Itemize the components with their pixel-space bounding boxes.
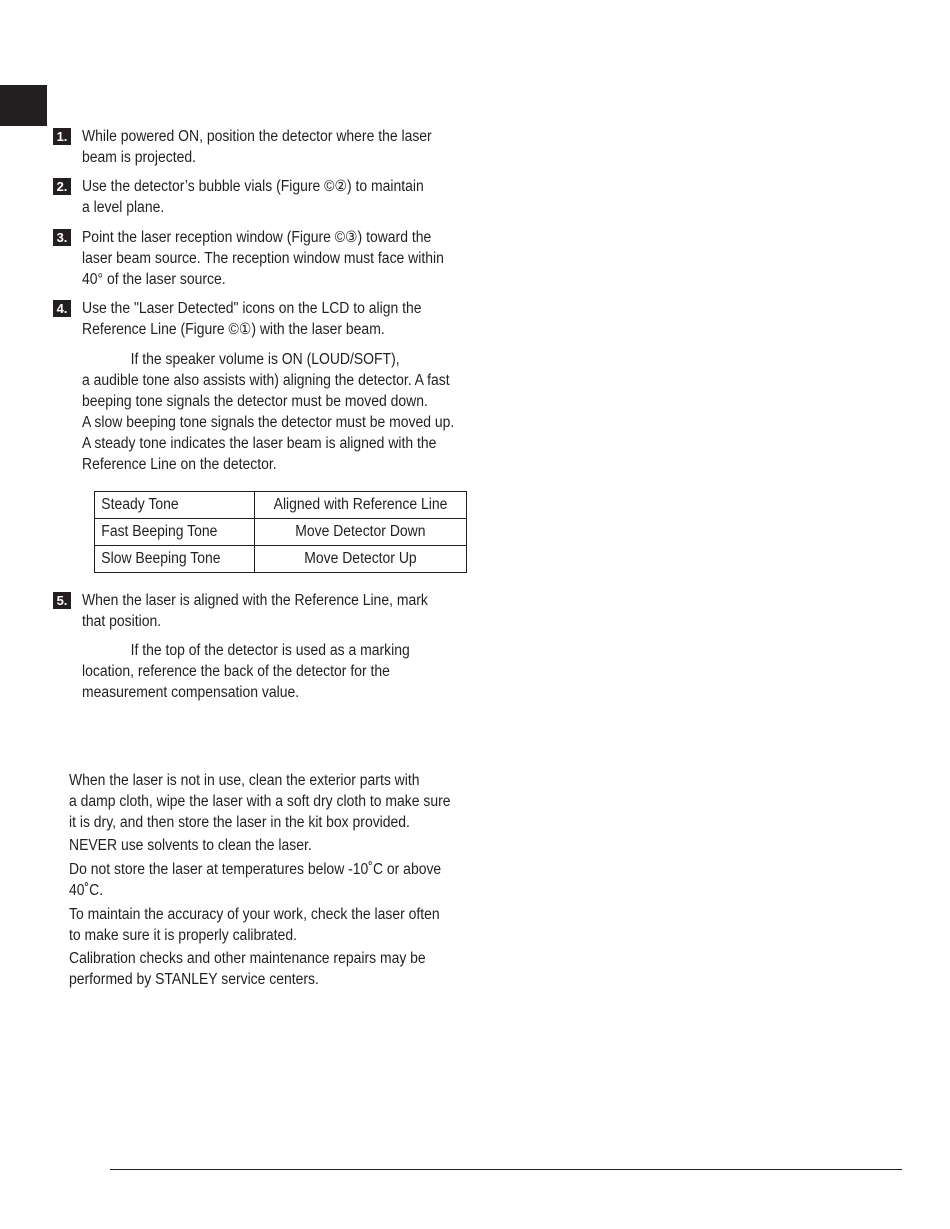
tone-label: Fast Beeping Tone bbox=[101, 523, 218, 540]
footer-divider bbox=[110, 1169, 902, 1170]
marking-note bbox=[82, 640, 410, 703]
care-paragraph-1 bbox=[69, 770, 450, 833]
care-p4-line-2: to make sure it is properly calibrated. bbox=[69, 927, 297, 944]
care-p1-line-3: it is dry, and then store the laser in the kit box provided. bbox=[69, 814, 410, 831]
step-4-text bbox=[82, 298, 421, 340]
meaning-label: Move Detector Down bbox=[295, 523, 426, 540]
tone-cell bbox=[95, 519, 255, 546]
meaning-label: Move Detector Up bbox=[304, 550, 417, 567]
marking-note-line-2: location, reference the back of the detector for the bbox=[82, 663, 390, 680]
table-row bbox=[95, 546, 467, 573]
tone-label: Steady Tone bbox=[101, 496, 179, 513]
table-row bbox=[95, 492, 467, 519]
step-5-line-1: When the laser is aligned with the Reference Line, mark bbox=[82, 592, 428, 609]
care-paragraph-5 bbox=[69, 948, 426, 990]
marking-note-line-1: If the top of the detector is used as a marking bbox=[130, 642, 410, 659]
step-number-1: 1. bbox=[53, 128, 71, 145]
speaker-note-line-3: beeping tone signals the detector must be moved down. bbox=[82, 393, 428, 410]
step-4-line-1: Use the "Laser Detected" icons on the LCD to align the bbox=[82, 300, 422, 317]
step-2-line-1: Use the detector’s bubble vials (Figure ©②) to maintain bbox=[82, 178, 424, 195]
step-1-text bbox=[82, 126, 432, 168]
tone-cell bbox=[95, 546, 255, 573]
step-4-line-2: Reference Line (Figure ©①) with the laser beam. bbox=[82, 321, 385, 338]
step-number-3: 3. bbox=[53, 229, 71, 246]
step-5-line-2: that position. bbox=[82, 613, 162, 630]
meaning-cell bbox=[255, 519, 467, 546]
care-p1-line-1: When the laser is not in use, clean the exterior parts with bbox=[69, 772, 420, 789]
meaning-cell bbox=[255, 546, 467, 573]
speaker-note-line-1: If the speaker volume is ON (LOUD/SOFT), bbox=[130, 351, 400, 368]
step-3-line-1: Point the laser reception window (Figure ©③) toward the bbox=[82, 229, 432, 246]
speaker-note-line-4: A slow beeping tone signals the detector must be moved up. bbox=[82, 414, 455, 431]
step-2-line-2: a level plane. bbox=[82, 199, 165, 216]
step-1-line-1: While powered ON, position the detector where the laser bbox=[82, 128, 432, 145]
marking-note-line-3: measurement compensation value. bbox=[82, 684, 300, 701]
tone-label: Slow Beeping Tone bbox=[101, 550, 221, 567]
step-number-5: 5. bbox=[53, 592, 71, 609]
care-p3-line-2: 40˚C. bbox=[69, 882, 104, 899]
speaker-note-line-5: A steady tone indicates the laser beam is aligned with the bbox=[82, 435, 437, 452]
language-tab-marker bbox=[0, 85, 47, 126]
step-number-2: 2. bbox=[53, 178, 71, 195]
care-paragraph-3 bbox=[69, 859, 441, 901]
step-1-line-2: beam is projected. bbox=[82, 149, 196, 166]
care-p4-line-1: To maintain the accuracy of your work, check the laser often bbox=[69, 906, 440, 923]
care-p5-line-1: Calibration checks and other maintenance repairs may be bbox=[69, 950, 426, 967]
speaker-note-line-6: Reference Line on the detector. bbox=[82, 456, 277, 473]
step-number-4: 4. bbox=[53, 300, 71, 317]
care-paragraph-2 bbox=[69, 835, 312, 856]
speaker-note-line-2: a audible tone also assists with) aligning the detector. A fast bbox=[82, 372, 450, 389]
table-row bbox=[95, 519, 467, 546]
tone-table bbox=[94, 491, 467, 573]
step-3-line-2: laser beam source. The reception window must face within bbox=[82, 250, 444, 267]
step-2-text bbox=[82, 176, 424, 218]
meaning-label: Aligned with Reference Line bbox=[273, 496, 448, 513]
step-5-text bbox=[82, 590, 428, 632]
care-paragraph-4 bbox=[69, 904, 440, 946]
care-p5-line-2: performed by STANLEY service centers. bbox=[69, 971, 319, 988]
care-p2-line-1: NEVER use solvents to clean the laser. bbox=[69, 837, 312, 854]
speaker-tone-note bbox=[82, 349, 454, 475]
step-3-text bbox=[82, 227, 444, 290]
meaning-cell bbox=[255, 492, 467, 519]
step-3-line-3: 40° of the laser source. bbox=[82, 271, 226, 288]
tone-cell bbox=[95, 492, 255, 519]
care-p3-line-1: Do not store the laser at temperatures below -10˚C or above bbox=[69, 861, 442, 878]
care-p1-line-2: a damp cloth, wipe the laser with a soft dry cloth to make sure bbox=[69, 793, 451, 810]
